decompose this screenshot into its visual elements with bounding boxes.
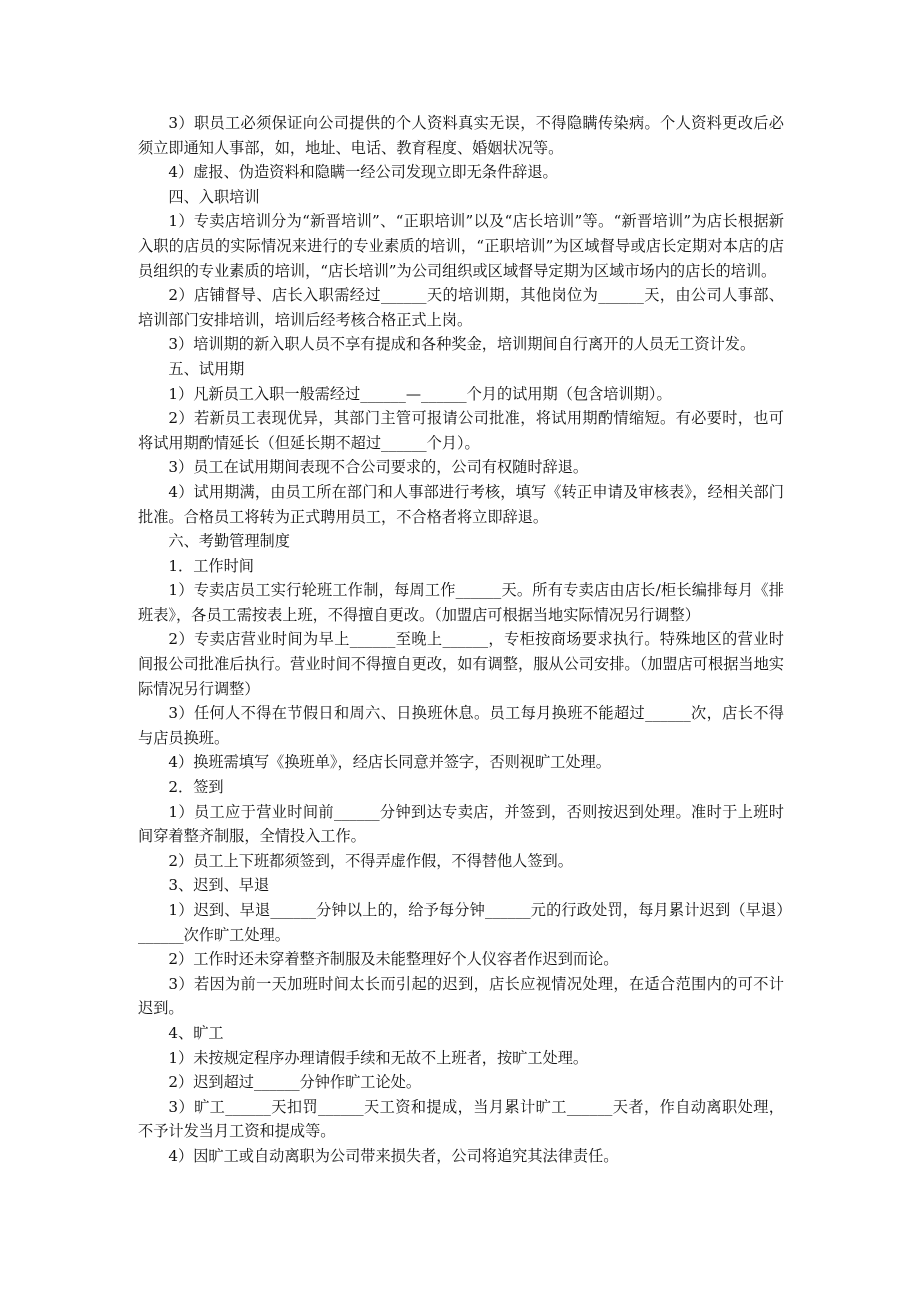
section-heading: 五、试用期 bbox=[168, 359, 245, 378]
paragraph: 4）因旷工或自动离职为公司带来损失者，公司将追究其法律责任。 bbox=[168, 1146, 619, 1165]
paragraph: 3）培训期的新入职人员不享有提成和各种奖金，培训期间自行离开的人员无工资计发。 bbox=[168, 335, 756, 354]
document-body bbox=[138, 111, 784, 1169]
paragraph: 1）未按规定程序办理请假手续和无故不上班者，按旷工处理。 bbox=[168, 1048, 589, 1067]
subsection-heading: 4、旷工 bbox=[168, 1023, 224, 1042]
subsection-heading: 3、迟到、早退 bbox=[168, 876, 270, 895]
section-heading: 六、考勤管理制度 bbox=[168, 532, 290, 551]
subsection-heading: 2．签到 bbox=[168, 778, 224, 797]
paragraph: 1）员工应于营业时间前______分钟到达专卖店，并签到，否则按迟到处理。准时于上班时间穿着整齐制服，全情投入工作。 bbox=[138, 802, 784, 846]
paragraph: 2）若新员工表现优异，其部门主管可报请公司批准，将试用期酌情缩短。有必要时，也可将试用期酌情延长（但延长期不超过______个月）。 bbox=[138, 409, 784, 452]
paragraph: 2）店铺督导、店长入职需经过______天的培训期，其他岗位为______天，由公司人事部、培训部门安排培训，培训后经考核合格正式上岗。 bbox=[138, 286, 784, 329]
paragraph: 1）专卖店员工实行轮班工作制，每周工作______天。所有专卖店由店长/柜长编排每月《排班表》，各员工需按表上班，不得擅自更改。（加盟店可根据当地实际情况另行调整） bbox=[138, 581, 784, 624]
paragraph: 2）员工上下班都须签到，不得弄虚作假，不得替他人签到。 bbox=[168, 851, 573, 870]
paragraph: 3）职员工必须保证向公司提供的个人资料真实无误，不得隐瞒传染病。个人资料更改后必须立即通知人事部，如，地址、电话、教育程度、婚姻状况等。 bbox=[138, 114, 784, 157]
paragraph: 1）迟到、早退______分钟以上的，给予每分钟______元的行政处罚，每月累计迟到（早退）______次作旷工处理。 bbox=[138, 901, 784, 944]
paragraph: 3）若因为前一天加班时间太长而引起的迟到，店长应视情况处理，在适合范围内的可不计迟到。 bbox=[138, 974, 784, 1018]
paragraph: 2）专卖店营业时间为早上______至晚上______，专柜按商场要求执行。特殊地区的营业时间报公司批准后执行。营业时间不得擅自更改，如有调整，服从公司安排。（加盟店可根据当地实际情况另行调整） bbox=[138, 630, 784, 698]
paragraph: 4）虚报、伪造资料和隐瞒一经公司发现立即无条件辞退。 bbox=[168, 163, 558, 182]
section-heading: 四、入职培训 bbox=[168, 187, 260, 206]
paragraph: 3）旷工______天扣罚______天工资和提成，当月累计旷工______天者，作自动离职处理，不予计发当月工资和提成等。 bbox=[138, 1097, 784, 1141]
paragraph: 3）员工在试用期间表现不合公司要求的，公司有权随时辞退。 bbox=[168, 458, 589, 477]
paragraph: 1）凡新员工入职一般需经过______—______个月的试用期（包含培训期）。 bbox=[168, 384, 672, 403]
paragraph: 1）专卖店培训分为“新晋培训”、“正职培训”以及“店长培训”等。“新晋培训”为店长根据新入职的店员的实际情况来进行的专业素质的培训，“正职培训”为区域督导或店长定期对本店的店员组织的专业素质的培训，“店长培训”为公司组织或区域督导定期为区域市场内的店长的培训。 bbox=[138, 212, 784, 280]
subsection-heading: 1．工作时间 bbox=[168, 556, 254, 575]
paragraph: 4）试用期满，由员工所在部门和人事部进行考核，填写《转正申请及审核表》，经相关部门批准。合格员工将转为正式聘用员工，不合格者将立即辞退。 bbox=[138, 482, 784, 526]
paragraph: 2）工作时还未穿着整齐制服及未能整理好个人仪容者作迟到而论。 bbox=[168, 950, 619, 969]
paragraph: 2）迟到超过______分钟作旷工论处。 bbox=[168, 1073, 422, 1092]
paragraph: 3）任何人不得在节假日和周六、日换班休息。员工每月换班不能超过______次，店长不得与店员换班。 bbox=[138, 704, 784, 747]
paragraph: 4）换班需填写《换班单》，经店长同意并签字，否则视旷工处理。 bbox=[168, 753, 611, 772]
